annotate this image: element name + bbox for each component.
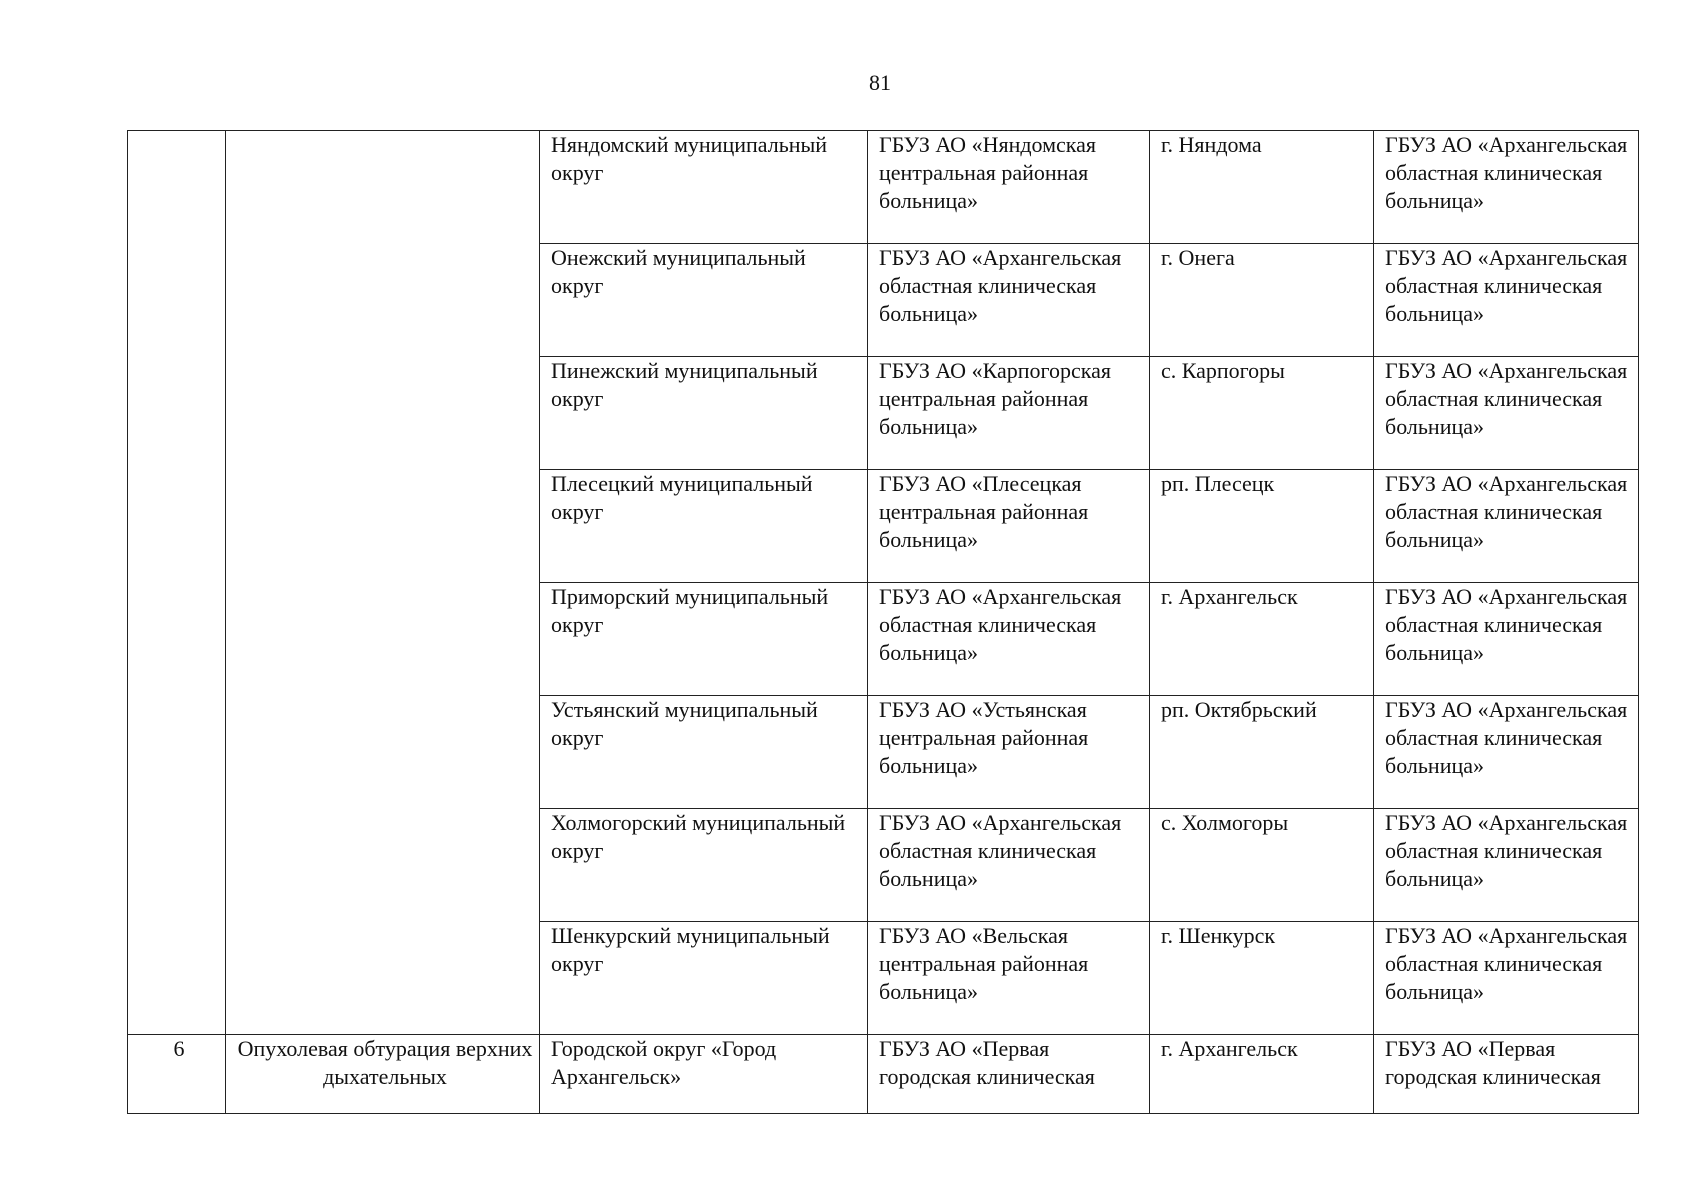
referral-cell: ГБУЗ АО «Архангельская областная клиническая больница» bbox=[1374, 470, 1639, 583]
institution-cell: ГБУЗ АО «Плесецкая центральная районная больница» bbox=[868, 470, 1150, 583]
referral-cell: ГБУЗ АО «Архангельская областная клиническая больница» bbox=[1374, 357, 1639, 470]
locality-cell: с. Карпогоры bbox=[1150, 357, 1374, 470]
institution-cell: ГБУЗ АО «Вельская центральная районная больница» bbox=[868, 922, 1150, 1035]
district-cell: Няндомский муниципальный округ bbox=[540, 131, 868, 244]
row-number-cell: 6 bbox=[128, 1035, 226, 1114]
locality-cell: г. Няндома bbox=[1150, 131, 1374, 244]
referral-cell: ГБУЗ АО «Архангельская областная клиническая больница» bbox=[1374, 244, 1639, 357]
locality-cell: рп. Октябрьский bbox=[1150, 696, 1374, 809]
district-cell: Городской округ «Город Архангельск» bbox=[540, 1035, 868, 1114]
page-number: 81 bbox=[869, 70, 891, 95]
institution-cell: ГБУЗ АО «Архангельская областная клиническая больница» bbox=[868, 809, 1150, 922]
locality-cell: г. Шенкурск bbox=[1150, 922, 1374, 1035]
locality-cell: г. Онега bbox=[1150, 244, 1374, 357]
institution-cell: ГБУЗ АО «Няндомская центральная районная больница» bbox=[868, 131, 1150, 244]
locality-cell: рп. Плесецк bbox=[1150, 470, 1374, 583]
locality-cell: с. Холмогоры bbox=[1150, 809, 1374, 922]
locality-cell: г. Архангельск bbox=[1150, 583, 1374, 696]
referral-cell: ГБУЗ АО «Архангельская областная клиническая больница» bbox=[1374, 131, 1639, 244]
district-cell: Холмогорский муниципальный округ bbox=[540, 809, 868, 922]
hospital-routing-table bbox=[127, 130, 1639, 1114]
district-cell: Плесецкий муниципальный округ bbox=[540, 470, 868, 583]
table-row bbox=[128, 1035, 1639, 1114]
district-cell: Пинежский муниципальный округ bbox=[540, 357, 868, 470]
referral-cell: ГБУЗ АО «Первая городская клиническая bbox=[1374, 1035, 1639, 1114]
diagnosis-cell-empty bbox=[226, 131, 540, 1035]
diagnosis-cell: Опухолевая обтурация верхних дыхательных bbox=[226, 1035, 540, 1114]
district-cell: Устьянский муниципальный округ bbox=[540, 696, 868, 809]
institution-cell: ГБУЗ АО «Архангельская областная клиническая больница» bbox=[868, 244, 1150, 357]
district-cell: Приморский муниципальный округ bbox=[540, 583, 868, 696]
district-cell: Шенкурский муниципальный округ bbox=[540, 922, 868, 1035]
referral-cell: ГБУЗ АО «Архангельская областная клиническая больница» bbox=[1374, 809, 1639, 922]
institution-cell: ГБУЗ АО «Первая городская клиническая bbox=[868, 1035, 1150, 1114]
district-cell: Онежский муниципальный округ bbox=[540, 244, 868, 357]
table-row bbox=[128, 131, 1639, 244]
referral-cell: ГБУЗ АО «Архангельская областная клиническая больница» bbox=[1374, 696, 1639, 809]
referral-cell: ГБУЗ АО «Архангельская областная клиническая больница» bbox=[1374, 922, 1639, 1035]
institution-cell: ГБУЗ АО «Архангельская областная клиническая больница» bbox=[868, 583, 1150, 696]
locality-cell: г. Архангельск bbox=[1150, 1035, 1374, 1114]
referral-cell: ГБУЗ АО «Архангельская областная клиническая больница» bbox=[1374, 583, 1639, 696]
number-cell-empty bbox=[128, 131, 226, 1035]
institution-cell: ГБУЗ АО «Устьянская центральная районная больница» bbox=[868, 696, 1150, 809]
institution-cell: ГБУЗ АО «Карпогорская центральная районная больница» bbox=[868, 357, 1150, 470]
